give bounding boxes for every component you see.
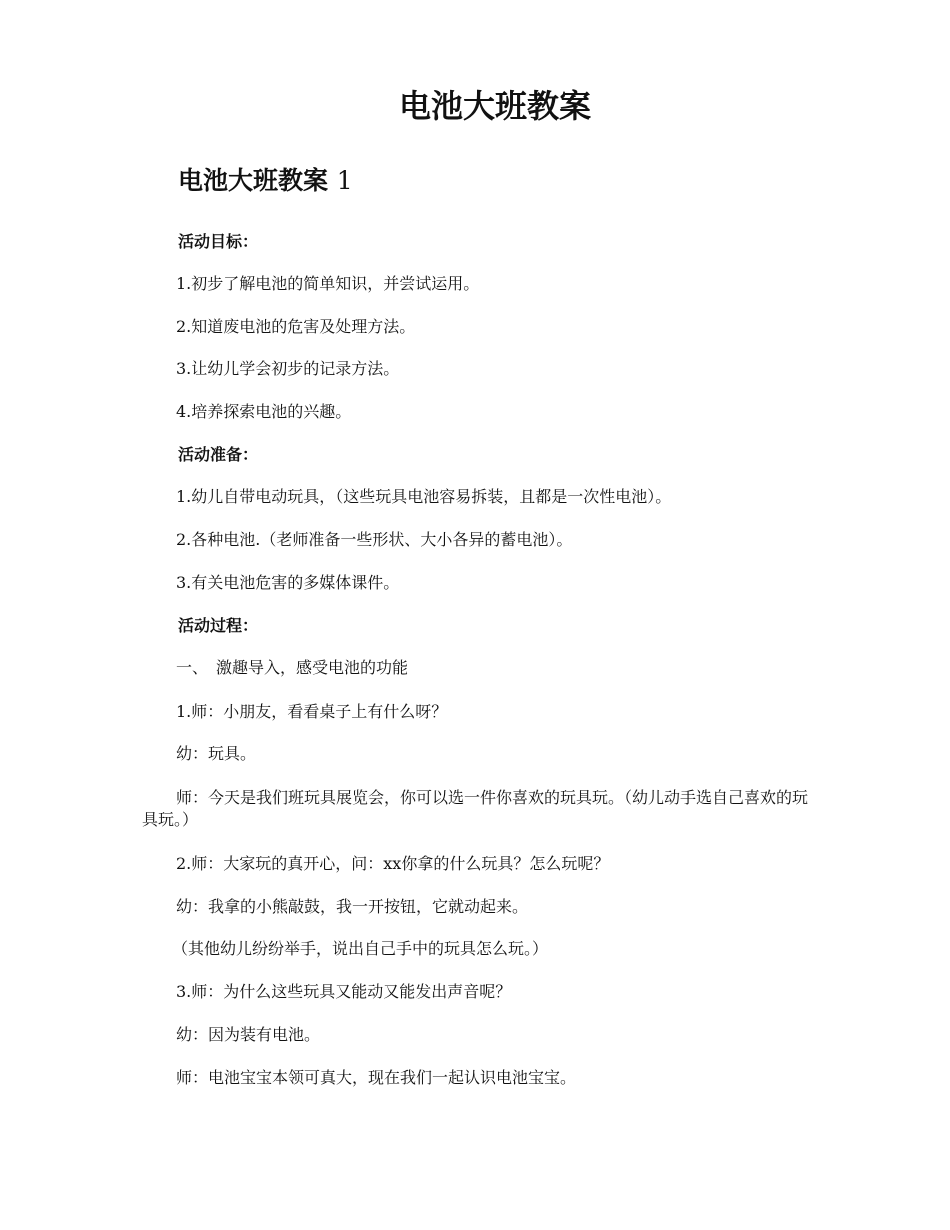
preparation-label: 活动准备： <box>178 445 259 464</box>
section-heading-number: 1 <box>336 166 353 195</box>
document-title: 电池大班教案 <box>398 87 591 125</box>
process-label: 活动过程： <box>178 616 259 635</box>
section-heading-text: 电池大班教案 <box>178 166 329 195</box>
process-paragraph: 3.师：为什么这些玩具又能动又能发出声音呢？ <box>176 982 512 1001</box>
process-paragraph: 1.师：小朋友，看看桌子上有什么呀？ <box>176 702 448 721</box>
goal-item: 4.培养探索电池的兴趣。 <box>176 402 352 421</box>
section-heading <box>178 163 353 199</box>
process-paragraph: 2.师：大家玩的真开心，问：xx你拿的什么玩具？怎么玩呢？ <box>176 854 610 873</box>
process-paragraph <box>142 787 822 831</box>
process-paragraph: （其他幼儿纷纷举手，说出自己手中的玩具怎么玩。） <box>172 939 549 958</box>
preparation-item: 1.幼儿自带电动玩具，（这些玩具电池容易拆装，且都是一次性电池）。 <box>176 487 672 506</box>
goals-label: 活动目标： <box>178 232 259 251</box>
preparation-item: 2.各种电池.（老师准备一些形状、大小各异的蓄电池）。 <box>176 530 573 549</box>
goal-item: 2.知道废电池的危害及处理方法。 <box>176 317 416 336</box>
process-paragraph: 一、 激趣导入，感受电池的功能 <box>176 658 409 677</box>
preparation-item: 3.有关电池危害的多媒体课件。 <box>176 573 400 592</box>
process-paragraph: 幼：因为装有电池。 <box>176 1025 321 1044</box>
goal-item: 3.让幼儿学会初步的记录方法。 <box>176 359 400 378</box>
process-paragraph: 师：电池宝宝本领可真大，现在我们一起认识电池宝宝。 <box>176 1068 577 1087</box>
goal-item: 1.初步了解电池的简单知识，并尝试运用。 <box>176 274 480 293</box>
process-paragraph-text: 师：今天是我们班玩具展览会，你可以选一件你喜欢的玩具玩。（幼儿动手选自己喜欢的玩具玩。） <box>142 788 809 829</box>
process-paragraph: 幼：玩具。 <box>176 744 257 763</box>
process-paragraph: 幼：我拿的小熊敲鼓，我一开按钮，它就动起来。 <box>176 897 529 916</box>
